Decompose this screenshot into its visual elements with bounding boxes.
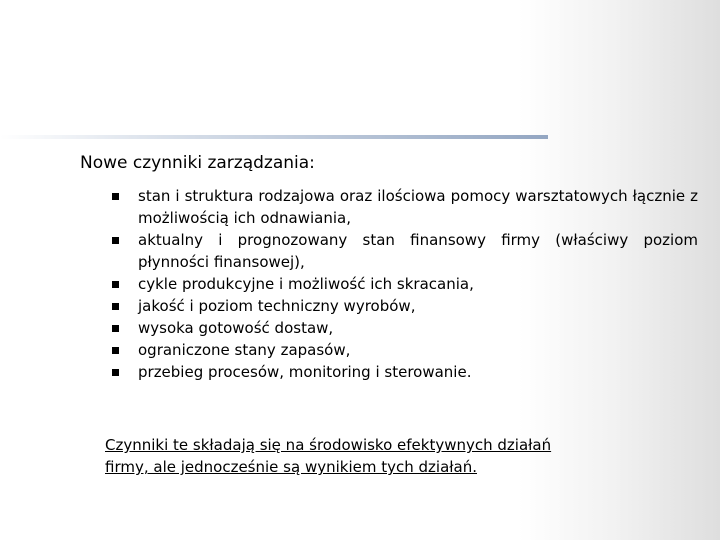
list-item (110, 185, 698, 229)
summary-line: Czynniki te składają się na środowisko efektywnych działań (105, 436, 552, 454)
list-item-text: cykle produkcyjne i możliwość ich skracania, (138, 275, 474, 293)
list-item-text: wysoka gotowość dostaw, (138, 319, 334, 337)
list-item (110, 339, 698, 361)
title-divider (0, 135, 548, 139)
list-item-text: jakość i poziom techniczny wyrobów, (138, 297, 416, 315)
list-item (110, 295, 698, 317)
list-item-text: aktualny i prognozowany stan finansowy firmy (właściwy poziom płynności finansowej), (138, 231, 698, 271)
square-bullet-icon (112, 347, 119, 354)
list-item (110, 361, 698, 383)
summary-line: firmy, ale jednocześnie są wynikiem tych działań. (105, 458, 477, 476)
square-bullet-icon (112, 303, 119, 310)
list-item (110, 229, 698, 273)
summary-paragraph (105, 434, 665, 478)
factor-list (110, 185, 698, 383)
square-bullet-icon (112, 193, 119, 200)
square-bullet-icon (112, 369, 119, 376)
list-item-text: stan i struktura rodzajowa oraz ilościowa pomocy warsztatowych łącznie z możliwością ich odnawiania, (138, 187, 698, 227)
list-item (110, 273, 698, 295)
list-item-text: przebieg procesów, monitoring i sterowanie. (138, 363, 472, 381)
square-bullet-icon (112, 281, 119, 288)
list-item (110, 317, 698, 339)
square-bullet-icon (112, 325, 119, 332)
section-heading: Nowe czynniki zarządzania: (80, 153, 315, 173)
list-item-text: ograniczone stany zapasów, (138, 341, 351, 359)
square-bullet-icon (112, 237, 119, 244)
